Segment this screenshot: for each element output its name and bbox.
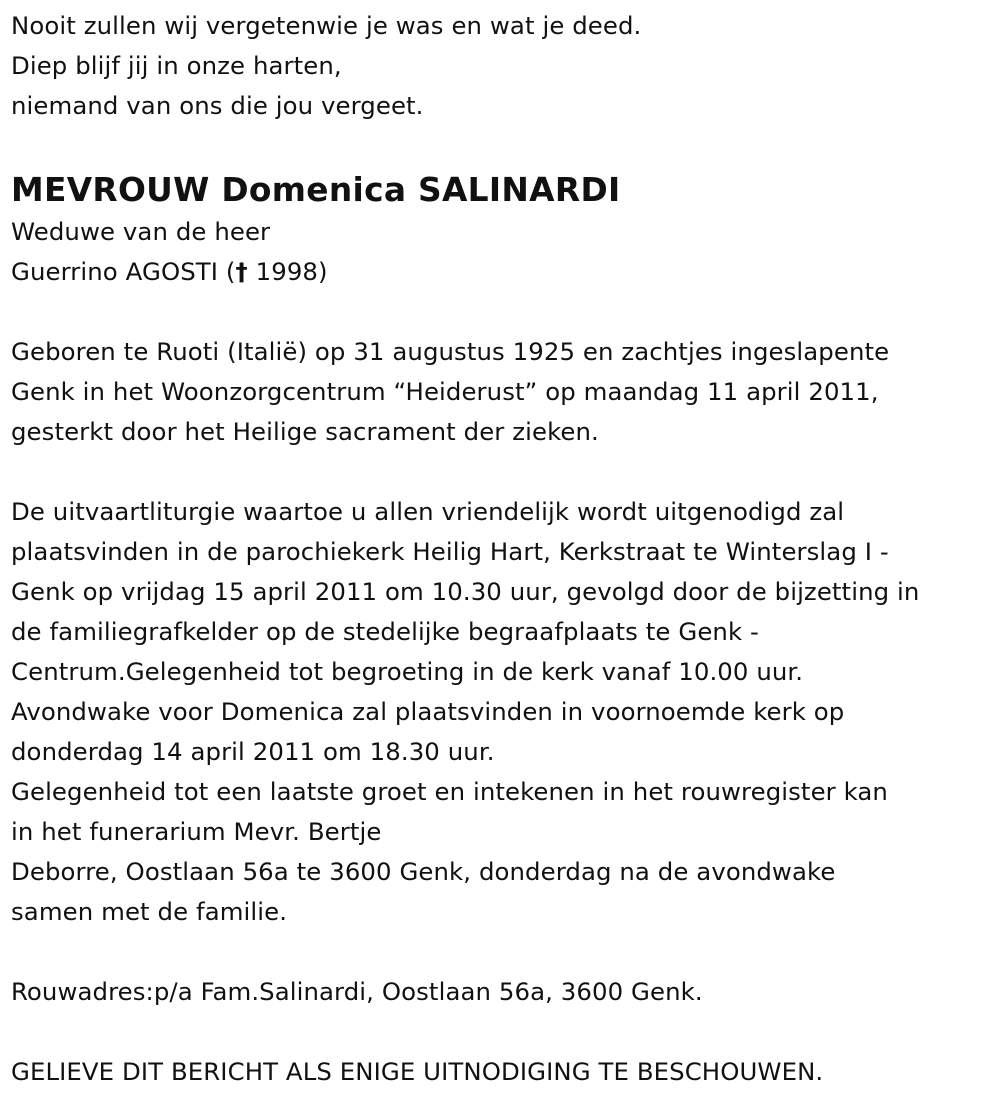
paragraph-line: in het funerarium Mevr. Bertje [11,817,382,846]
deceased-name: MEVROUW Domenica SALINARDI [11,171,621,209]
birth-death-block [11,332,991,452]
paragraph-line: Centrum.Gelegenheid tot begroeting in de kerk vanaf 10.00 uur. [11,657,804,686]
mourning-address: Rouwadres:p/a Fam.Salinardi, Oostlaan 56a, 3600 Genk. [11,977,703,1006]
paragraph-line: Genk op vrijdag 15 april 2011 om 10.30 uur, gevolgd door de bijzetting in [11,577,920,606]
paragraph-line: De uitvaartliturgie waartoe u allen vriendelijk wordt uitgenodigd zal [11,497,845,526]
poem-line: niemand van ons die jou vergeet. [11,91,424,120]
obituary-notice [11,6,991,1092]
paragraph-line: Geboren te Ruoti (Italië) op 31 augustus 1925 en zachtjes ingeslapente [11,337,890,366]
paragraph-line: gesterkt door het Heilige sacrament der zieken. [11,417,599,446]
paragraph-line: Deborre, Oostlaan 56a te 3600 Genk, donderdag na de avondwake [11,857,836,886]
poem-line: Nooit zullen wij vergetenwie je was en wat je deed. [11,11,642,40]
paragraph-line: de familiegrafkelder op de stedelijke begraafplaats te Genk - [11,617,759,646]
poem-line: Diep blijf jij in onze harten, [11,51,342,80]
paragraph-line: Genk in het Woonzorgcentrum “Heiderust” op maandag 11 april 2011, [11,377,879,406]
spouse-death-year: 1998) [255,257,328,286]
spouse-name: Guerrino AGOSTI ( [11,257,236,286]
spacer [11,452,991,492]
spacer [11,1012,991,1052]
funeral-block [11,492,991,932]
spacer [11,932,991,972]
paragraph-line: donderdag 14 april 2011 om 18.30 uur. [11,737,495,766]
paragraph-line: Gelegenheid tot een laatste groet en intekenen in het rouwregister kan [11,777,888,806]
paragraph-line: plaatsvinden in de parochiekerk Heilig Hart, Kerkstraat te Winterslag I - [11,537,889,566]
paragraph-line: samen met de familie. [11,897,288,926]
poem-block [11,6,991,126]
spouse-line [11,252,991,292]
paragraph-line: Avondwake voor Domenica zal plaatsvinden in voornoemde kerk op [11,697,845,726]
spouse-block [11,212,991,292]
spacer [11,292,991,332]
cross-icon: † [235,257,248,286]
widow-line: Weduwe van de heer [11,217,271,246]
notice-footer: GELIEVE DIT BERICHT ALS ENIGE UITNODIGING TE BESCHOUWEN. [11,1057,824,1086]
